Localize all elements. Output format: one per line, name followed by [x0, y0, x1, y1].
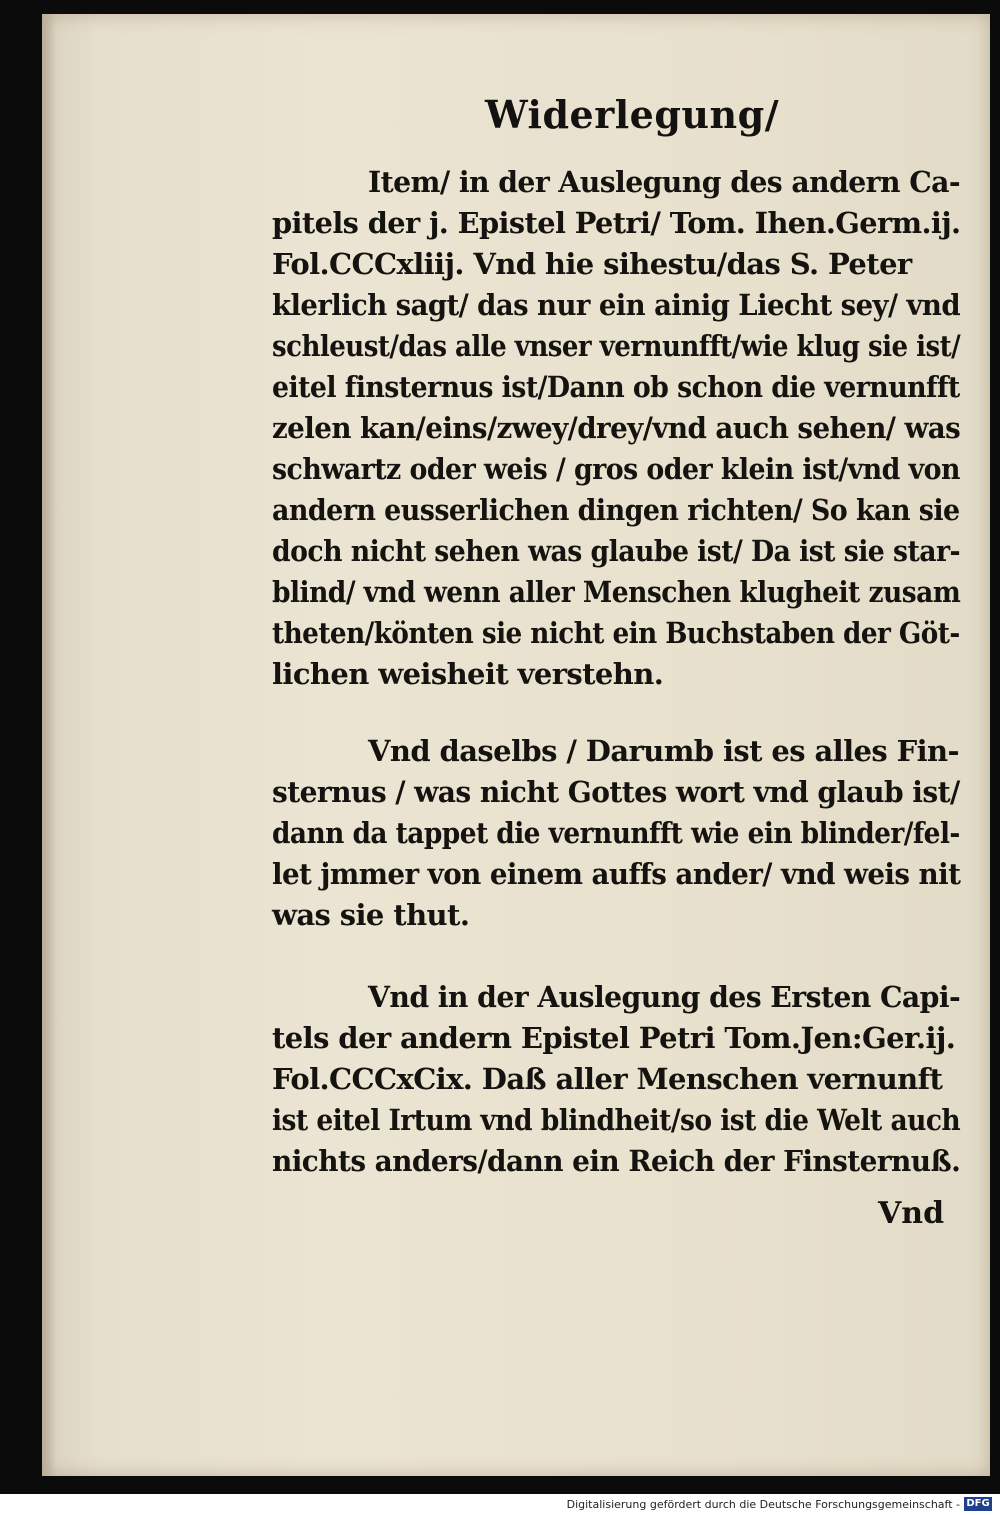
page-gutter: [42, 14, 56, 1476]
footer-credit: Digitalisierung gefördert durch die Deutsche Forschungsgemeinschaft -: [566, 1498, 960, 1511]
text-line: Item/ in der Auslegung des andern Ca-: [368, 165, 961, 199]
text-line: Fol.CCCxliij. Vnd hie sihestu/das S. Peter: [272, 247, 912, 281]
text-line: klerlich sagt/ das nur ein ainig Liecht sey/ vnd: [272, 288, 961, 322]
text-line: schleust/das alle vnser vernunfft/wie klug sie ist/: [272, 329, 961, 363]
text-line: ist eitel Irtum vnd blindheit/so ist die Welt auch: [272, 1103, 961, 1137]
text-line: nichts anders/dann ein Reich der Finsternuß.: [272, 1144, 961, 1178]
text-line: lichen weisheit verstehn.: [272, 657, 664, 691]
text-line: dann da tappet die vernunfft wie ein blinder/fel-: [272, 816, 960, 850]
text-line: doch nicht sehen was glaube ist/ Da ist sie star-: [272, 534, 961, 568]
text-line: tels der andern Epistel Petri Tom.Jen:Ger.ij.: [272, 1021, 956, 1055]
text-line: sternus / was nicht Gottes wort vnd glaub ist/: [272, 775, 960, 809]
dfg-logo: DFG: [964, 1497, 992, 1511]
text-line: pitels der j. Epistel Petri/ Tom. Ihen.Germ.ij.: [272, 206, 961, 240]
text-line: eitel finsternus ist/Dann ob schon die vernunfft: [272, 370, 960, 404]
text-line: schwartz oder weis / gros oder klein ist/vnd von: [272, 452, 960, 486]
catchword: Vnd: [878, 1196, 945, 1231]
text-line: theten/könten sie nicht ein Buchstaben der Göt-: [272, 616, 960, 650]
text-line: let jmmer von einem auffs ander/ vnd weis nit: [272, 857, 961, 891]
text-line: Vnd in der Auslegung des Ersten Capi-: [368, 980, 961, 1014]
text-line: Vnd daselbs / Darumb ist es alles Fin-: [368, 734, 959, 768]
running-head: Widerlegung/: [485, 92, 780, 137]
text-line: andern eusserlichen dingen richten/ So kan sie: [272, 493, 960, 527]
text-line: Fol.CCCxCix. Daß aller Menschen vernunft: [272, 1062, 943, 1096]
text-line: zelen kan/eins/zwey/drey/vnd auch sehen/ was: [272, 411, 961, 445]
text-line: blind/ vnd wenn aller Menschen klugheit zusam: [272, 575, 961, 609]
text-line: was sie thut.: [272, 898, 470, 932]
